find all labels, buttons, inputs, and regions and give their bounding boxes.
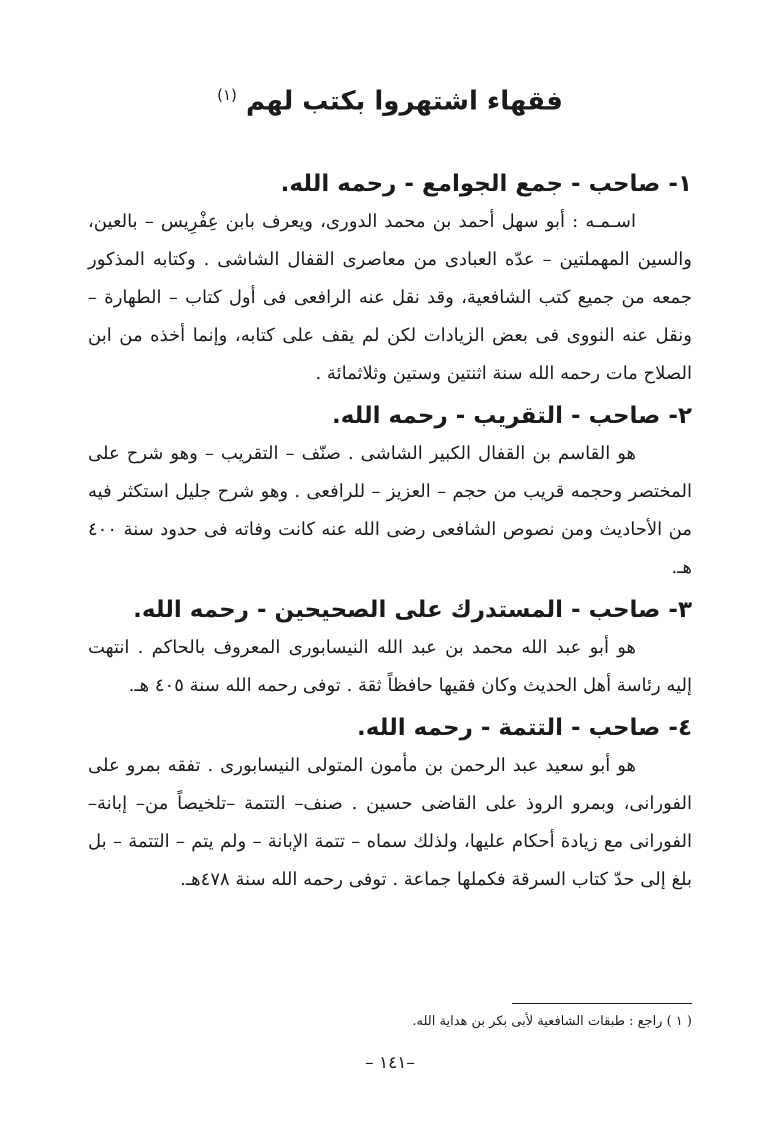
footnote: ( ١ ) راجع : طبقات الشافعية لأبى بكر بن هداية الله. — [412, 1014, 692, 1029]
title-text: فقهاء اشتهروا بكتب لهم — [245, 86, 563, 117]
section-text: هو القاسم بن القفال الكبير الشاشى . صنّف – التقريب – وهو شرح على المختصر وحجمه قريب من حجم – العزيز – للرافعى . وهو شرح جليل استكثر فيه من الأحاديث ومن نصوص الشافعى رضى الله عنه كانت وفاته فى حدود سنة ٤٠٠ هـ. — [88, 442, 693, 578]
section-2 — [88, 397, 692, 587]
section-heading: ٣- صاحب - المستدرك على الصحيحين - رحمه الله. — [133, 596, 692, 623]
section-text: هو أبو سعيد عبد الرحمن بن مأمون المتولى النيسابورى . تفقه بمرو على الفورانى، وبمرو الروذ على القاضى حسين . صنف– التتمة –تلخيصاً من– إبانة– الفورانى مع زيادة أحكام عليها، ولذلك سماه – تتمة الإبانة – ولم يتم – التتمة – بل بلغ إلى حدّ كتاب السرقة فكملها جماعة . توفى رحمه الله سنة ٤٧٨هـ. — [88, 754, 692, 890]
section-3 — [88, 591, 692, 705]
footnote-divider — [512, 1003, 692, 1004]
page-number: –١٤١ – — [365, 1053, 415, 1073]
section-heading: ٤- صاحب - التتمة - رحمه الله. — [357, 714, 692, 741]
section-4 — [88, 709, 692, 899]
section-heading: ١- صاحب - جمع الجوامع - رحمه الله. — [280, 170, 692, 197]
section-1 — [88, 165, 692, 393]
section-text: اسـمـه : أبو سهل أحمد بن محمد الدورى، ويعرف بابن عِفْرِيس – بالعين، والسين المهملتين – عدّه العبادى من معاصرى القفال الشاشى . وكتابه المذكور جمعه من جميع كتب الشافعية، وقد نقل عنه الرافعى فى أول كتاب – الطهارة – ونقل عنه النووى فى بعض الزيادات لكن لم يقف على كتابه، وإنما أخذه من ابن الصلاح مات رحمه الله سنة اثنتين وستين وثلاثمائة . — [88, 210, 692, 384]
section-text: هو أبو عبد الله محمد بن عبد الله النيسابورى المعروف بالحاكم . انتهت إليه رئاسة أهل الحديث وكان فقيها حافظاً ثقة . توفى رحمه الله سنة ٤٠٥ هـ. — [88, 636, 692, 696]
section-heading: ٢- صاحب - التقريب - رحمه الله. — [331, 402, 692, 429]
page-title — [88, 86, 692, 117]
footnote-marker: (١) — [217, 86, 237, 104]
